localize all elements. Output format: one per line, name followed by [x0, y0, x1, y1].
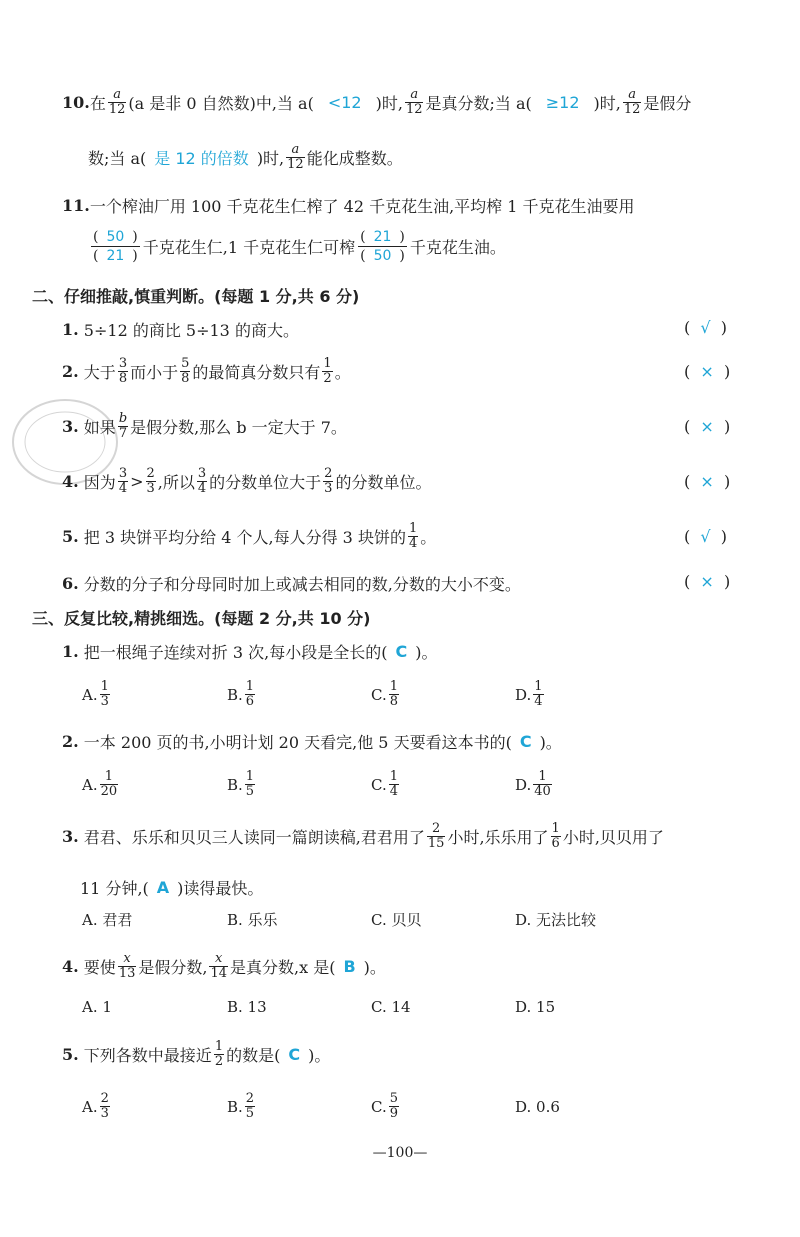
judge-item-5: 5. 把 3 块饼平均分给 4 个人,每人分得 3 块饼的 $\frac{1}{4}$ 。 [62, 521, 437, 551]
page-number: —100— [372, 1145, 428, 1161]
judge-answer-3: ( × ) [684, 417, 731, 436]
answer-blank: ≥12 [545, 93, 580, 112]
judge-answer-5: ( √ ) [684, 527, 728, 546]
judge-item-2: 2. 大于 $\frac{3}{8}$ 而小于 $\frac{5}{8}$ 的最简真分数只有 $\frac{1}{2}$ 。 [62, 356, 351, 386]
option-b: B. $\frac{1}{6}$ [227, 679, 255, 709]
judge-item-6: 6. 分数的分子和分母同时加上或减去相同的数,分数的大小不变。 [62, 574, 521, 594]
choice-question-5: 5. 下列各数中最接近 $\frac{1}{2}$ 的数是( C )。 [62, 1039, 331, 1069]
choice-question-4: 4. 要使 $\frac{x}{13}$ 是假分数, $\frac{x}{14}$ 是真分数,x 是( B )。 [62, 951, 386, 981]
option-a: A. 1 [82, 998, 112, 1016]
judge-answer-1: ( √ ) [684, 318, 728, 337]
option-b: B. 乐乐 [227, 911, 278, 929]
judge-item-1: 1. 5÷12 的商比 5÷13 的商大。 [62, 320, 299, 340]
option-d: D. 0.6 [515, 1098, 560, 1116]
question-11-line-1: 11. 一个榨油厂用 100 千克花生仁榨了 42 千克花生油,平均榨 1 千克花生油要用 [62, 196, 635, 216]
option-c: C. $\frac{5}{9}$ [371, 1091, 398, 1121]
option-b: B. $\frac{2}{5}$ [227, 1091, 255, 1121]
option-d: D. 15 [515, 998, 556, 1016]
option-a: A. $\frac{1}{3}$ [82, 679, 109, 709]
answer-blank: 是 12 的倍数 [154, 149, 249, 168]
choice-question-3-line-2: 11 分钟,( A )读得最快。 [80, 878, 264, 898]
judge-answer-4: ( × ) [684, 472, 731, 491]
section-3-title: 三、反复比较,精挑细选。(每题 2 分,共 10 分) [32, 609, 371, 628]
option-c: C. $\frac{1}{8}$ [371, 679, 398, 709]
section-2-title: 二、仔细推敲,慎重判断。(每题 1 分,共 6 分) [32, 287, 360, 306]
option-a: A. $\frac{1}{20}$ [82, 769, 118, 799]
choice-question-3-line-1: 3. 君君、乐乐和贝贝三人读同一篇朗读稿,君君用了 $\frac{2}{15}$ 小时,乐乐用了 $\frac{1}{6}$ 小时,贝贝用了 [62, 821, 664, 851]
option-a: A. 君君 [82, 911, 133, 929]
answer-blank: <12 [327, 93, 362, 112]
option-c: C. 14 [371, 998, 411, 1016]
choice-question-2: 2. 一本 200 页的书,小明计划 20 天看完,他 5 天要看这本书的( C )。 [62, 732, 562, 752]
option-d: D. $\frac{1}{4}$ [515, 679, 543, 709]
judge-item-3: 3. 如果 $\frac{b}{7}$ 是假分数,那么 b 一定大于 7。 [62, 411, 347, 441]
option-a: A. $\frac{2}{3}$ [82, 1091, 109, 1121]
question-10-line-1: 10. 在 $\frac{a}{12}$ (a 是非 0 自然数)中,当 a( <12 )时, $\frac{a}{12}$ 是真分数;当 a( ≥12 )时, $\frac{a}{12}$ 是假分 [62, 87, 692, 117]
choice-question-1: 1. 把一根绳子连续对折 3 次,每小段是全长的( C )。 [62, 642, 438, 662]
option-c: C. 贝贝 [371, 911, 422, 929]
judge-answer-6: ( × ) [684, 572, 731, 591]
option-d: D. $\frac{1}{40}$ [515, 769, 551, 799]
judge-answer-2: ( × ) [684, 362, 731, 381]
option-b: B. 13 [227, 998, 267, 1016]
judge-item-4: 4. 因为 $\frac{3}{4}$ > $\frac{2}{3}$ ,所以 $\frac{3}{4}$ 的分数单位大于 $\frac{2}{3}$ 的分数单位。 [62, 466, 432, 496]
option-d: D. 无法比较 [515, 911, 597, 929]
question-10-line-2: 数;当 a( 是 12 的倍数 )时, $\frac{a}{12}$ 能化成整数。 [88, 142, 403, 172]
option-c: C. $\frac{1}{4}$ [371, 769, 398, 799]
question-11-line-2: ( 50 ) ( 21 ) 千克花生仁,1 千克花生仁可榨 ( 21 ) ( 50 ) 千克花生油。 [93, 229, 506, 264]
option-b: B. $\frac{1}{5}$ [227, 769, 255, 799]
